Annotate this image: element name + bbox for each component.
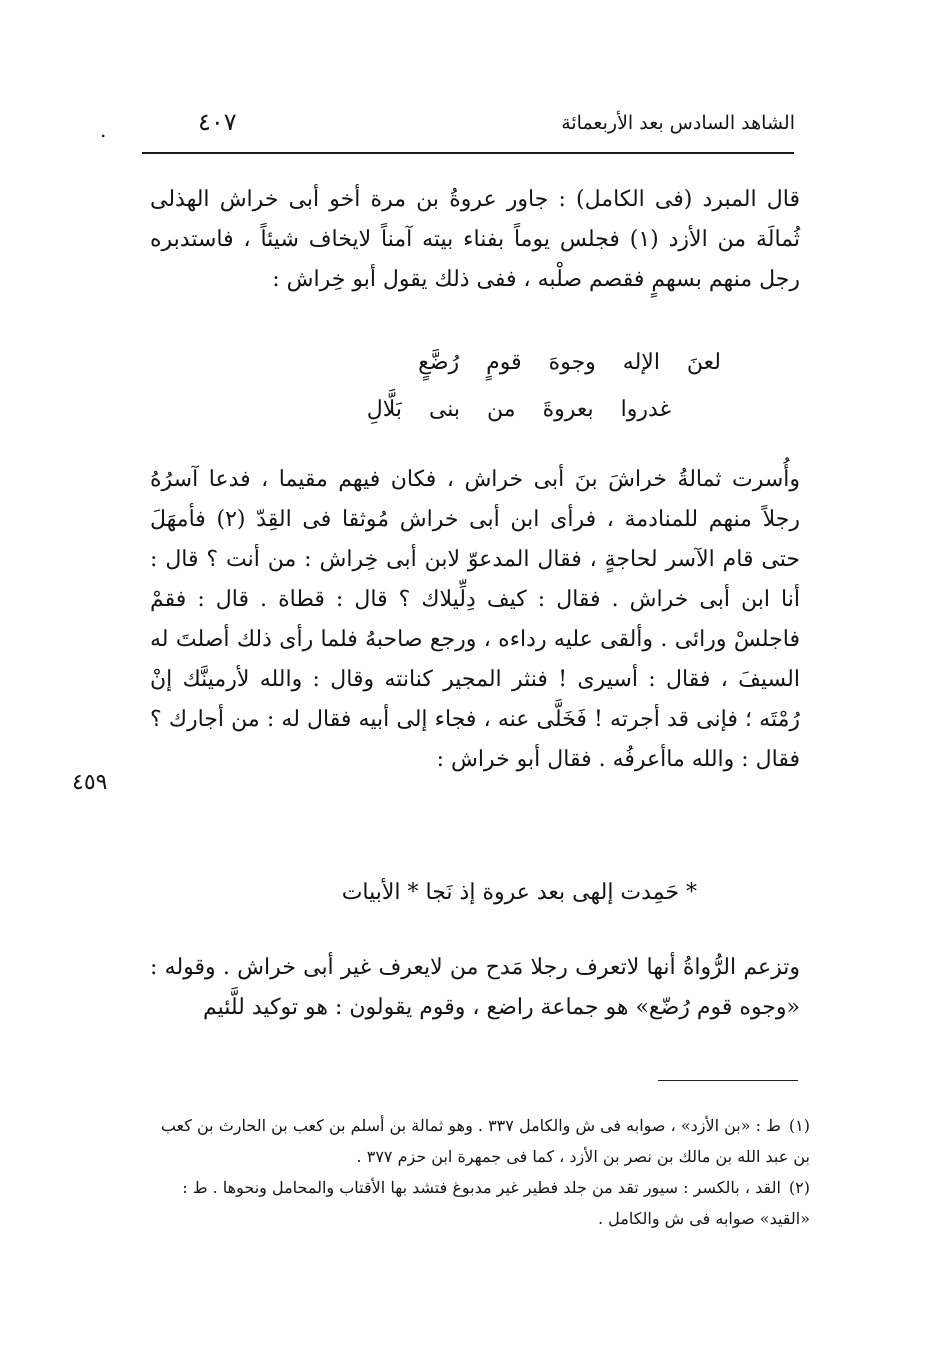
margin-reference-number: ٤٥٩ [72, 770, 108, 795]
paragraph-2: وأُسرت ثمالةُ خراشَ بنَ أبى خراش ، فكان فيهم مقيما ، فدعا آسرُهُ رجلاً منهم للمنادمة ، فرأى ابن أبى خراش مُوثقا فى القِدّ (٢) فأمهَلَ حتى قام الآسر لحاجةٍ ، فقال المدعوّ لابن أبى خِراش : من أنت ؟ قال : أنا ابن أبى خراش . فقال : كيف دِلِّيلاك ؟ قال : قطاة . قال : فقمْ فاجلسْ ورائى . وألقى عليه رداءه ، ورجع صاحبهُ فلما رأى ذلك أصلتَ له السيفَ ، فقال : أسيرى ! فنثر المجير كنانته وقال : والله لأرمينَّك إنْ رُمْتَه ؛ فإنى قد أجرته ! فَخَلَّى عنه ، فجاء إلى أبيه فقال له : من أجارك ؟ فقال : والله ماأعرفُه . فقال أبو خراش : [150, 467, 800, 772]
running-title: الشاهد السادس بعد الأربعمائة [561, 112, 795, 134]
footnote-text: القد ، بالكسر : سيور تقد من جلد فطير غير مدبوغ فتشد بها الأقتاب والمحامل ونحوها . ط : «القيد» صوابه فى ش والكامل . [182, 1178, 810, 1228]
paragraph-1: قال المبرد (فى الكامل) : جاور عروةُ بن مرة أخو أبى خراش الهذلى ثُمالَة من الأزد (١) فجلس يوماً بفناء بيته آمناً لايخاف شيئاً ، فاستدبره رجل منهم بسهمٍ فقصم صلْبه ، ففى ذلك يقول أبو خِراش : [150, 187, 800, 292]
paragraph-3: وتزعم الرُّواةُ أنها لاتعرف رجلا مَدح من لايعرف غير أبى خراش . وقوله : «وجوه قوم رُضّع» هو جماعة راضع ، وقوم يقولون : هو توكيد للَّئيم [150, 955, 800, 1020]
footnote-text: ط : «بن الأزد» ، صوابه فى ش والكامل ٣٣٧ . وهو ثمالة بن أسلم بن كعب بن الحارث بن كعب بن عبد الله بن مالك بن نصر بن الأزد ، كما فى جمهرة ابن حزم ٣٧٧ . [160, 1116, 810, 1166]
footnotes [140, 1110, 810, 1234]
verse-hemistich: * حَمِدت إلهى بعد عروة إذ نَجا * الأبيات [341, 880, 697, 905]
verse-line-2: غدروا بعروةَ من بنى بَلَّالِ [366, 397, 671, 422]
verse-line-1: لعنَ الإله وجوهَ قومٍ رُضَّعٍ [418, 350, 721, 375]
margin-dot: . [100, 118, 107, 142]
footnote-number: (٢) [788, 1178, 810, 1197]
footnote-2 [140, 1172, 810, 1234]
footnote-rule [658, 1080, 798, 1081]
footnote-1 [140, 1110, 810, 1172]
page-number: ٤٠٧ [198, 108, 237, 136]
header-rule [142, 152, 794, 154]
footnote-number: (١) [788, 1116, 810, 1135]
